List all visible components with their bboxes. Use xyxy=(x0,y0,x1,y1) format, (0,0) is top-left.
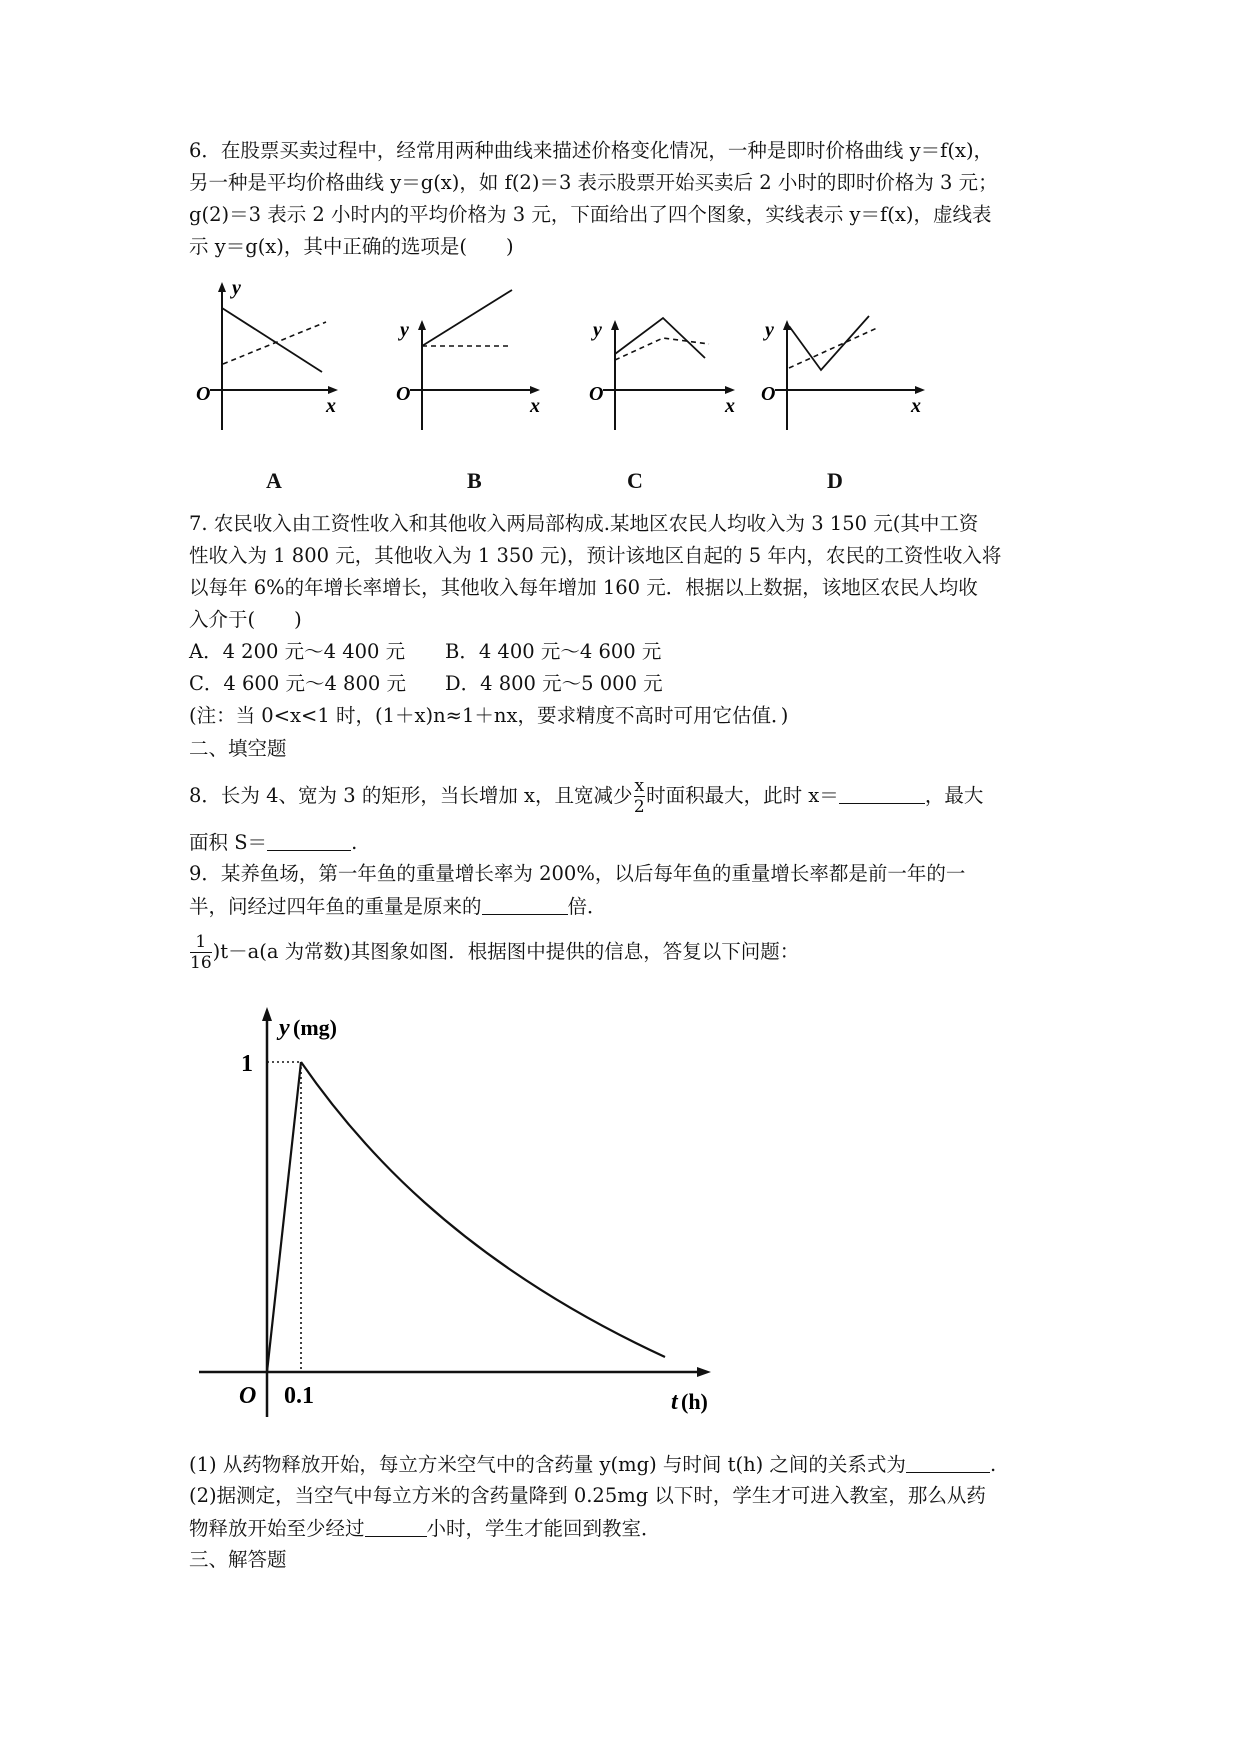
graph-c-y-arrow xyxy=(611,320,619,330)
q6-graph-a xyxy=(190,277,340,442)
graph-d-x-label: x xyxy=(911,395,921,417)
q7-line3: 以每年 6%的年增长率增长，其他收入每年增加 160 元．根据以上数据，该地区农民人均收 xyxy=(189,576,978,599)
graph-a-x-label: x xyxy=(326,395,336,417)
graph-a-y-label: y xyxy=(232,277,241,299)
graph-b-x-label: x xyxy=(530,395,540,417)
q6-line2: 另一种是平均价格曲线 y＝g(x)，如 f(2)＝3 表示股票开始买卖后 2 小时的即时价格为 3 元； xyxy=(189,171,998,194)
q10-fraction-den: 16 xyxy=(190,952,212,973)
q10-sub2-text-2: 小时，学生才能回到教室． xyxy=(426,1517,661,1540)
q8-fraction xyxy=(633,775,646,817)
q10-graph xyxy=(195,1005,725,1425)
q6-graph-d xyxy=(757,282,927,442)
graph-d-y-label: y xyxy=(765,319,774,341)
graph-c-x-label: x xyxy=(725,395,735,417)
graph-a-solid-line xyxy=(222,308,322,372)
q9-text-2: 倍． xyxy=(567,895,607,918)
q10-sub2-line1: (2)据测定，当空气中每立方米的含药量降到 0.25mg 以下时，学生才可进入教室，那么从药 xyxy=(189,1484,986,1507)
graph-a-dashed-line xyxy=(223,322,326,364)
q10-sub1-answer-blank[interactable] xyxy=(906,1454,990,1473)
graph-b-y-arrow xyxy=(418,320,426,330)
q10-y-label-unit: (mg) xyxy=(293,1015,337,1040)
q9-text-1: 半，问经过四年鱼的重量是原来的 xyxy=(189,895,482,918)
graph-b-origin: O xyxy=(396,383,411,405)
q8-fraction-den: 2 xyxy=(633,796,645,817)
q7-option-a: A．4 200 元～4 400 元 xyxy=(189,640,406,663)
q7-note: (注：当 0<x<1 时，(1＋x)n≈1＋nx，要求精度不高时可用它估值．) xyxy=(189,704,789,727)
graph-b-x-arrow xyxy=(530,386,540,394)
q8-text-2: 时面积最大，此时 x＝ xyxy=(646,784,839,807)
q10-y-label-var: y xyxy=(279,1015,290,1041)
q9-line1: 9．某养鱼场，第一年鱼的重量增长率为 200%，以后每年鱼的重量增长率都是前一年的一 xyxy=(189,862,966,885)
graph-d-x-arrow xyxy=(915,386,925,394)
q9-line2 xyxy=(189,896,607,917)
q10-sub2-answer-blank[interactable] xyxy=(365,1518,427,1537)
graph-c-label: C xyxy=(627,468,643,493)
q10-sub2-text-1: 物释放开始至少经过 xyxy=(189,1517,365,1540)
q8-text-3: ，最大 xyxy=(924,784,984,807)
q7-option-b: B．4 400 元～4 600 元 xyxy=(445,640,662,663)
q10-sub1-text: (1) 从药物释放开始，每立方米空气中的含药量 y(mg) 与时间 t(h) 之间的关系式为 xyxy=(189,1453,906,1476)
q10-sub1-end: . xyxy=(989,1453,997,1476)
q10-sub1 xyxy=(189,1454,996,1475)
q10-fraction-num: 1 xyxy=(190,934,212,953)
graph-d-label: D xyxy=(827,468,843,493)
q7-line4: 入介于( ) xyxy=(189,608,302,631)
graph-b-label: B xyxy=(467,468,482,493)
q10-sub2-line2 xyxy=(189,1518,661,1539)
graph-a-x-arrow xyxy=(328,386,338,394)
q8-text-4: 面积 S＝ xyxy=(189,831,268,854)
q10-origin-label: O xyxy=(239,1383,257,1409)
graph-b-solid-line xyxy=(422,290,512,346)
q10-intro-text: )t－a(a 为常数)其图象如图．根据图中提供的信息，答复以下问题： xyxy=(212,940,800,963)
q10-x-label-var: t xyxy=(671,1389,678,1415)
graph-a-y-arrow xyxy=(218,282,226,292)
q10-decay-curve xyxy=(301,1062,665,1357)
q8-text-end: . xyxy=(351,831,358,854)
q10-fraction xyxy=(190,931,212,973)
graph-c-x-arrow xyxy=(725,386,735,394)
q6-line1: 6．在股票买卖过程中，经常用两种曲线来描述价格变化情况，一种是即时价格曲线 y＝f(x)， xyxy=(189,139,994,162)
q7-line2: 性收入为 1 800 元，其他收入为 1 350 元)，预计该地区自起的 5 年内，农民的工资性收入将 xyxy=(189,544,1002,567)
q10-y-arrow xyxy=(262,1007,272,1021)
graph-d-origin: O xyxy=(761,383,776,405)
graph-c-solid-line xyxy=(615,318,705,358)
q6-line3: g(2)＝3 表示 2 小时内的平均价格为 3 元，下面给出了四个图象，实线表示 y＝f(x)，虚线表 xyxy=(189,203,992,226)
q10-rising-segment xyxy=(267,1062,301,1372)
q8-text-1: 8．长为 4、宽为 3 的矩形，当长增加 x，且宽减少 xyxy=(189,784,633,807)
section-fill-in-title: 二、填空题 xyxy=(189,737,287,760)
q10-y-tick-label: 1 xyxy=(241,1051,253,1077)
q10-x-arrow xyxy=(697,1367,711,1377)
graph-a-label: A xyxy=(266,468,282,493)
q7-line1: 7. 农民收入由工资性收入和其他收入两局部构成.某地区农民人均收入为 3 150 元(其中工资 xyxy=(189,512,979,535)
graph-a-origin: O xyxy=(196,383,211,405)
q8-line2 xyxy=(189,832,357,853)
q8-answer-x-blank[interactable] xyxy=(839,785,925,804)
q6-graph-b xyxy=(392,282,542,442)
q10-intro xyxy=(189,932,799,972)
q7-option-d: D．4 800 元～5 000 元 xyxy=(445,672,663,695)
graph-c-y-label: y xyxy=(593,319,602,341)
q10-x-label-unit: (h) xyxy=(681,1389,708,1414)
graph-c-origin: O xyxy=(589,383,604,405)
q8-line1 xyxy=(189,776,983,816)
q9-answer-blank[interactable] xyxy=(482,896,568,915)
graph-b-y-label: y xyxy=(400,319,409,341)
section-solve-title: 三、解答题 xyxy=(189,1548,287,1571)
q10-x-tick-label: 0.1 xyxy=(284,1383,314,1409)
graph-d-dashed-line xyxy=(789,328,877,368)
q8-answer-s-blank[interactable] xyxy=(267,832,351,851)
q6-graph-c xyxy=(585,282,735,442)
q6-line4: 示 y＝g(x)，其中正确的选项是( ) xyxy=(189,235,514,258)
q8-fraction-num: x xyxy=(634,775,645,796)
q7-option-c: C．4 600 元～4 800 元 xyxy=(189,672,406,695)
